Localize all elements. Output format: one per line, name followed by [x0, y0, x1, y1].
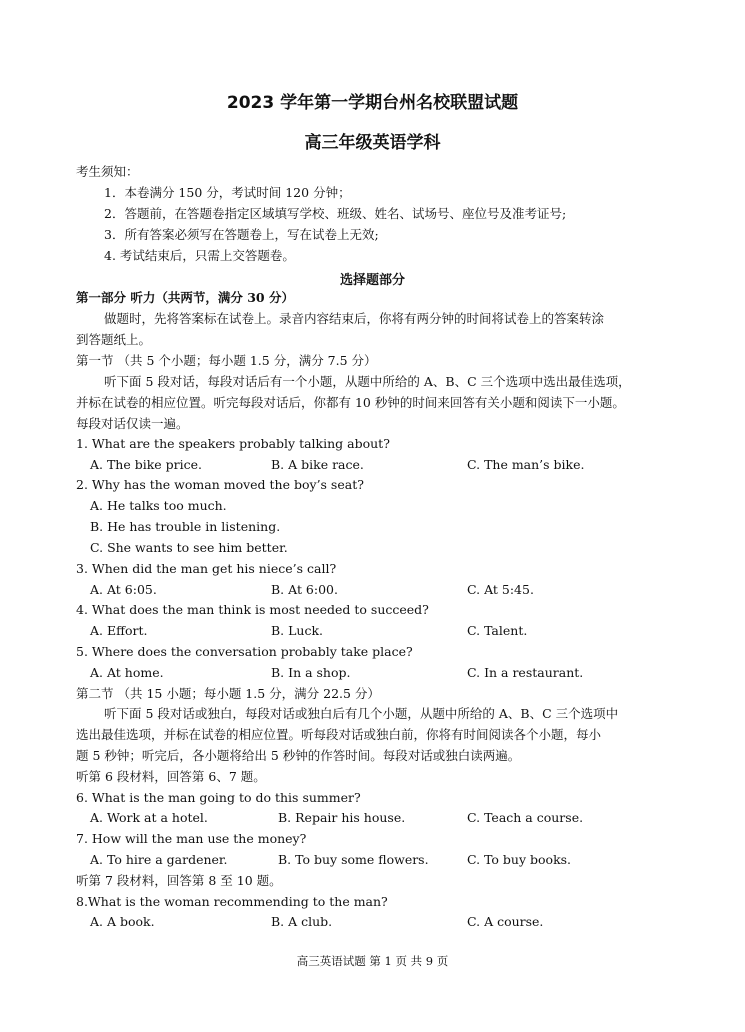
option-b: B. At 6:00.: [271, 582, 338, 597]
option-b: B. In a shop.: [271, 665, 351, 680]
question-text: 6. What is the man going to do this summer?: [76, 790, 361, 805]
section-heading: 选择题部分: [339, 273, 405, 288]
section2-title: 第二节 （共 15 小题；每小题 1.5 分，满分 22.5 分）: [76, 686, 380, 701]
option-b: B. To buy some flowers.: [278, 852, 429, 867]
section1-intro: 听下面 5 段对话，每段对话后有一个小题，从题中所给的 A、B、C 三个选项中选出最佳选项，: [104, 374, 631, 389]
notice-item: 4. 考试结束后，只需上交答题卷。: [104, 248, 295, 263]
section1-title: 第一节 （共 5 个小题；每小题 1.5 分，满分 7.5 分）: [76, 353, 377, 368]
question-text: 5. Where does the conversation probably take place?: [76, 644, 413, 659]
section2-intro: 听下面 5 段对话或独白，每段对话或独白后有几个小题，从题中所给的 A、B、C 三个选项中: [104, 706, 619, 721]
option-b: B. A club.: [271, 914, 333, 929]
notice-heading: 考生须知：: [76, 164, 139, 179]
option-c: C. In a restaurant.: [467, 665, 584, 680]
page-footer: 高三英语试题 第 1 页 共 9 页: [296, 954, 449, 968]
option-c: C. To buy books.: [467, 852, 572, 867]
question-text: 8.What is the woman recommending to the man?: [76, 894, 388, 909]
option-c: C. The man’s bike.: [467, 457, 585, 472]
material-instruction: 听第 7 段材料，回答第 8 至 10 题。: [76, 873, 282, 888]
exam-title: 2023 学年第一学期台州名校联盟试题: [226, 93, 519, 113]
notice-item: 1．本卷满分 150 分，考试时间 120 分钟；: [104, 185, 351, 200]
option-a: A. At 6:05.: [90, 582, 157, 597]
part1-intro: 做题时，先将答案标在试卷上。录音内容结束后，你将有两分钟的时间将试卷上的答案转涂: [104, 311, 605, 326]
material-instruction: 听第 6 段材料，回答第 6、7 题。: [76, 769, 266, 784]
option-b: B. A bike race.: [271, 457, 364, 472]
section1-intro: 并标在试卷的相应位置。听完每段对话后，你都有 10 秒钟的时间来回答有关小题和阅读下一小题。: [76, 395, 625, 410]
option-a: A. The bike price.: [90, 457, 203, 472]
option-c: C. Talent.: [467, 623, 528, 638]
option-a: A. A book.: [90, 914, 155, 929]
exam-subtitle: 高三年级英语学科: [304, 133, 441, 153]
option-b: B. He has trouble in listening.: [90, 519, 281, 534]
question-text: 7. How will the man use the money?: [76, 831, 307, 846]
part1-intro: 到答题纸上。: [76, 332, 152, 347]
option-a: A. Effort.: [90, 623, 148, 638]
option-b: B. Repair his house.: [278, 810, 406, 825]
notice-item: 3．所有答案必须写在答题卷上，写在试卷上无效;: [104, 227, 379, 242]
option-a: A. To hire a gardener.: [90, 852, 228, 867]
question-text: 4. What does the man think is most needed to succeed?: [76, 602, 429, 617]
option-c: C. At 5:45.: [467, 582, 534, 597]
option-b: B. Luck.: [271, 623, 324, 638]
section1-intro: 每段对话仅读一遍。: [76, 416, 189, 431]
option-c: C. She wants to see him better.: [90, 540, 288, 555]
section2-intro: 选出最佳选项，并标在试卷的相应位置。听每段对话或独白前，你将有时间阅读各个小题，每小: [76, 727, 602, 742]
option-c: C. A course.: [467, 914, 544, 929]
option-a: A. He talks too much.: [90, 498, 227, 513]
question-text: 2. Why has the woman moved the boy’s seat?: [76, 477, 364, 492]
option-a: A. At home.: [90, 665, 164, 680]
question-text: 1. What are the speakers probably talking about?: [76, 436, 390, 451]
section2-intro: 题 5 秒钟；听完后，各小题将给出 5 秒钟的作答时间。每段对话或独白读两遍。: [76, 748, 521, 763]
option-a: A. Work at a hotel.: [90, 810, 208, 825]
option-c: C. Teach a course.: [467, 810, 584, 825]
question-text: 3. When did the man get his niece’s call?: [76, 561, 337, 576]
notice-item: 2．答题前，在答题卷指定区域填写学校、班级、姓名、试场号、座位号及准考证号;: [104, 206, 567, 221]
part1-title: 第一部分 听力（共两节，满分 30 分）: [76, 290, 294, 305]
